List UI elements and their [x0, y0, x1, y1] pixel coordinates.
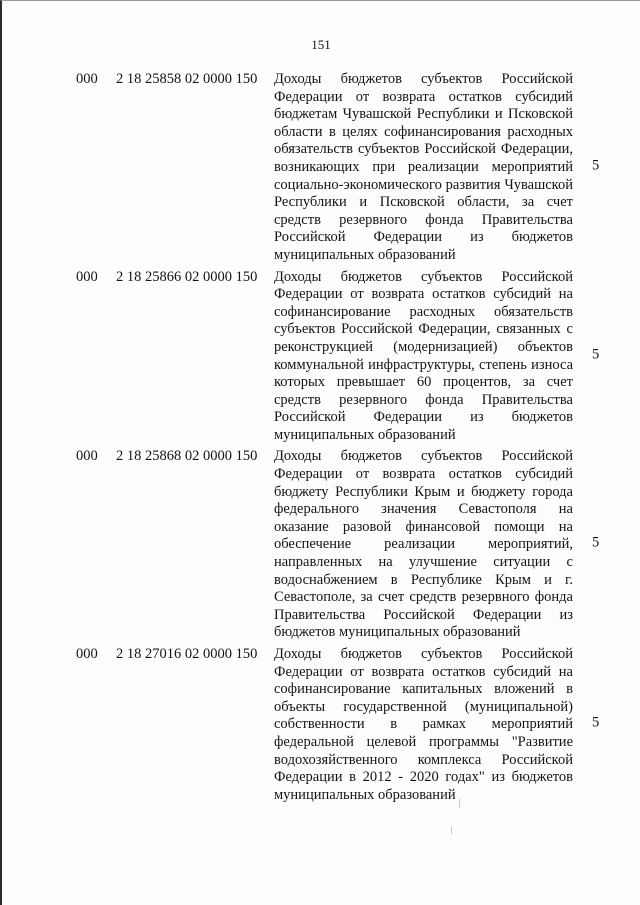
scan-artifact [459, 799, 460, 808]
budget-classification-code: 2 18 27016 02 0000 150 [116, 646, 258, 662]
table-row [2, 265, 640, 445]
table-row [2, 642, 640, 804]
budget-classification-code: 2 18 25868 02 0000 150 [116, 448, 258, 465]
budget-classification-code: 2 18 25866 02 0000 150 [116, 268, 258, 285]
income-description: Доходы бюджетов субъектов Российской Федерации от возврата остатков субсидий бюджетам Чувашской Республики и Псковской области в целях софинансирования расходных обязательств субъектов Российской Федерации, возникающих при реализации мероприятий социально-экономического развития Чувашской Республики и Псковской области, за счет средств резервного фонда Правительства Российской Федерации из бюджетов муниципальных образований [274, 71, 573, 263]
normative-value: 5 [592, 157, 600, 174]
budget-classification-code: 2 18 25858 02 0000 150 [116, 71, 258, 87]
page-number: 151 [311, 37, 331, 52]
admin-code: 000 [76, 268, 98, 285]
income-description: Доходы бюджетов субъектов Российской Федерации от возврата остатков субсидий бюджету Республики Крым и бюджету города федерального значения Севастополя на оказание разовой финансовой помощи на обеспечение реализации мероприятий, направленных на улучшение ситуации с водоснабжением в Республике Крым и г. Севастополе, за счет средств резервного фонда Правительства Российской Федерации из бюджетов муниципальных образований [274, 448, 573, 641]
normative-value: 5 [592, 534, 600, 551]
admin-code: 000 [76, 71, 98, 87]
scan-artifact [451, 827, 452, 834]
income-description: Доходы бюджетов субъектов Российской Федерации от возврата остатков субсидий на софинансирование капитальных вложений в объекты государственной (муниципальной) собственности в рамках мероприятий федеральной целевой программы "Развитие водохозяйственного комплекса Российской Федерации в 2012 - 2020 годах" из бюджетов муниципальных образований [274, 646, 573, 803]
normative-value: 5 [592, 714, 600, 731]
income-description: Доходы бюджетов субъектов Российской Федерации от возврата остатков субсидий на софинансирование расходных обязательств субъектов Российской Федерации, связанных с реконструкцией (модернизацией) объектов коммунальной инфраструктуры, степень износа которых превышает 60 процентов, за счет средств резервного фонда Правительства Российской Федерации из бюджетов муниципальных образований [274, 268, 573, 443]
income-table [2, 67, 640, 804]
table-row [2, 444, 640, 642]
table-row [2, 67, 640, 265]
admin-code: 000 [76, 646, 98, 662]
admin-code: 000 [76, 448, 98, 465]
normative-value: 5 [592, 346, 600, 362]
